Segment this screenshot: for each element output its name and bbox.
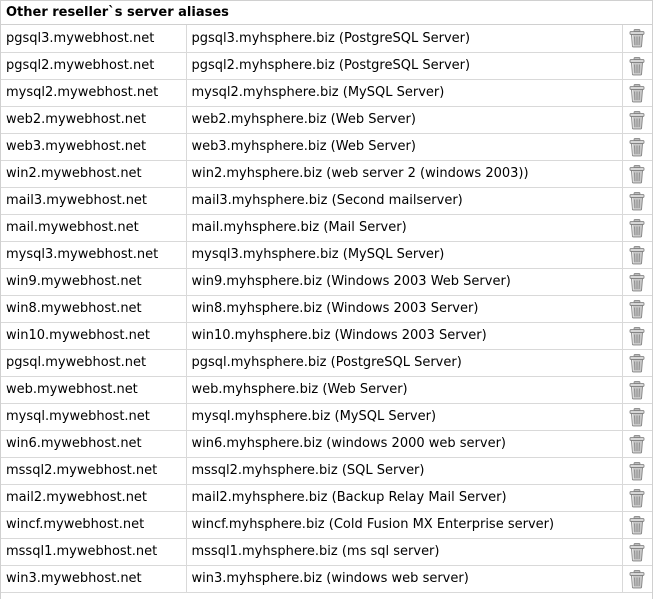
trash-icon[interactable] xyxy=(628,488,646,508)
alias-target-cell: web.myhsphere.biz (Web Server) xyxy=(186,376,622,403)
trash-icon[interactable] xyxy=(628,218,646,238)
aliases-table-body xyxy=(1,25,652,592)
panel-title: Other reseller`s server aliases xyxy=(1,1,652,25)
trash-icon[interactable] xyxy=(628,326,646,346)
trash-icon[interactable] xyxy=(628,461,646,481)
alias-row xyxy=(1,511,652,538)
trash-icon[interactable] xyxy=(628,83,646,103)
alias-target-cell: mssql2.myhsphere.biz (SQL Server) xyxy=(186,457,622,484)
alias-name-cell: mssql2.mywebhost.net xyxy=(1,457,186,484)
alias-action-cell xyxy=(622,79,652,106)
alias-target-cell: wincf.myhsphere.biz (Cold Fusion MX Enterprise server) xyxy=(186,511,622,538)
alias-row xyxy=(1,538,652,565)
alias-action-cell xyxy=(622,214,652,241)
alias-name-cell: mysql.mywebhost.net xyxy=(1,403,186,430)
alias-name-cell: mail.mywebhost.net xyxy=(1,214,186,241)
alias-target-cell: mysql2.myhsphere.biz (MySQL Server) xyxy=(186,79,622,106)
alias-target-cell: mssql1.myhsphere.biz (ms sql server) xyxy=(186,538,622,565)
alias-name-cell: mssql1.mywebhost.net xyxy=(1,538,186,565)
alias-name-cell: mysql2.mywebhost.net xyxy=(1,79,186,106)
alias-action-cell xyxy=(622,565,652,592)
aliases-table xyxy=(1,25,652,593)
trash-icon[interactable] xyxy=(628,272,646,292)
alias-name-cell: web2.mywebhost.net xyxy=(1,106,186,133)
trash-icon[interactable] xyxy=(628,191,646,211)
alias-target-cell: win6.myhsphere.biz (windows 2000 web server) xyxy=(186,430,622,457)
trash-icon[interactable] xyxy=(628,110,646,130)
alias-target-cell: win9.myhsphere.biz (Windows 2003 Web Server) xyxy=(186,268,622,295)
trash-icon[interactable] xyxy=(628,380,646,400)
alias-row xyxy=(1,160,652,187)
alias-row xyxy=(1,403,652,430)
alias-target-cell: pgsql.myhsphere.biz (PostgreSQL Server) xyxy=(186,349,622,376)
alias-target-cell: web2.myhsphere.biz (Web Server) xyxy=(186,106,622,133)
alias-row xyxy=(1,457,652,484)
alias-action-cell xyxy=(622,52,652,79)
alias-name-cell: win9.mywebhost.net xyxy=(1,268,186,295)
alias-row xyxy=(1,241,652,268)
trash-icon[interactable] xyxy=(628,245,646,265)
trash-icon[interactable] xyxy=(628,28,646,48)
alias-row xyxy=(1,133,652,160)
alias-action-cell xyxy=(622,538,652,565)
alias-target-cell: mail2.myhsphere.biz (Backup Relay Mail Server) xyxy=(186,484,622,511)
trash-icon[interactable] xyxy=(628,542,646,562)
alias-target-cell: win2.myhsphere.biz (web server 2 (windows 2003)) xyxy=(186,160,622,187)
alias-target-cell: mysql3.myhsphere.biz (MySQL Server) xyxy=(186,241,622,268)
alias-row xyxy=(1,214,652,241)
alias-action-cell xyxy=(622,295,652,322)
trash-icon[interactable] xyxy=(628,56,646,76)
alias-action-cell xyxy=(622,403,652,430)
trash-icon[interactable] xyxy=(628,569,646,589)
alias-row xyxy=(1,106,652,133)
alias-target-cell: web3.myhsphere.biz (Web Server) xyxy=(186,133,622,160)
alias-action-cell xyxy=(622,160,652,187)
alias-target-cell: pgsql3.myhsphere.biz (PostgreSQL Server) xyxy=(186,25,622,52)
alias-action-cell xyxy=(622,106,652,133)
alias-action-cell xyxy=(622,430,652,457)
trash-icon[interactable] xyxy=(628,515,646,535)
alias-name-cell: wincf.mywebhost.net xyxy=(1,511,186,538)
alias-row xyxy=(1,376,652,403)
alias-target-cell: win10.myhsphere.biz (Windows 2003 Server) xyxy=(186,322,622,349)
alias-action-cell xyxy=(622,511,652,538)
alias-name-cell: pgsql.mywebhost.net xyxy=(1,349,186,376)
alias-row xyxy=(1,25,652,52)
alias-name-cell: win8.mywebhost.net xyxy=(1,295,186,322)
alias-action-cell xyxy=(622,187,652,214)
alias-row xyxy=(1,295,652,322)
trash-icon[interactable] xyxy=(628,434,646,454)
alias-action-cell xyxy=(622,484,652,511)
alias-target-cell: pgsql2.myhsphere.biz (PostgreSQL Server) xyxy=(186,52,622,79)
alias-name-cell: pgsql3.mywebhost.net xyxy=(1,25,186,52)
alias-name-cell: win10.mywebhost.net xyxy=(1,322,186,349)
alias-target-cell: mysql.myhsphere.biz (MySQL Server) xyxy=(186,403,622,430)
alias-name-cell: mail3.mywebhost.net xyxy=(1,187,186,214)
alias-row xyxy=(1,52,652,79)
alias-row xyxy=(1,268,652,295)
alias-name-cell: web3.mywebhost.net xyxy=(1,133,186,160)
alias-target-cell: win3.myhsphere.biz (windows web server) xyxy=(186,565,622,592)
alias-action-cell xyxy=(622,322,652,349)
alias-action-cell xyxy=(622,133,652,160)
alias-row xyxy=(1,322,652,349)
alias-action-cell xyxy=(622,376,652,403)
alias-name-cell: win3.mywebhost.net xyxy=(1,565,186,592)
alias-row xyxy=(1,565,652,592)
alias-name-cell: mail2.mywebhost.net xyxy=(1,484,186,511)
alias-action-cell xyxy=(622,457,652,484)
alias-row xyxy=(1,349,652,376)
alias-action-cell xyxy=(622,25,652,52)
alias-name-cell: pgsql2.mywebhost.net xyxy=(1,52,186,79)
trash-icon[interactable] xyxy=(628,353,646,373)
trash-icon[interactable] xyxy=(628,164,646,184)
alias-name-cell: mysql3.mywebhost.net xyxy=(1,241,186,268)
trash-icon[interactable] xyxy=(628,137,646,157)
alias-target-cell: win8.myhsphere.biz (Windows 2003 Server) xyxy=(186,295,622,322)
alias-action-cell xyxy=(622,268,652,295)
alias-row xyxy=(1,187,652,214)
alias-row xyxy=(1,430,652,457)
alias-name-cell: win6.mywebhost.net xyxy=(1,430,186,457)
trash-icon[interactable] xyxy=(628,299,646,319)
trash-icon[interactable] xyxy=(628,407,646,427)
alias-name-cell: web.mywebhost.net xyxy=(1,376,186,403)
alias-target-cell: mail.myhsphere.biz (Mail Server) xyxy=(186,214,622,241)
alias-row xyxy=(1,79,652,106)
alias-row xyxy=(1,484,652,511)
alias-name-cell: win2.mywebhost.net xyxy=(1,160,186,187)
alias-action-cell xyxy=(622,349,652,376)
alias-action-cell xyxy=(622,241,652,268)
alias-target-cell: mail3.myhsphere.biz (Second mailserver) xyxy=(186,187,622,214)
